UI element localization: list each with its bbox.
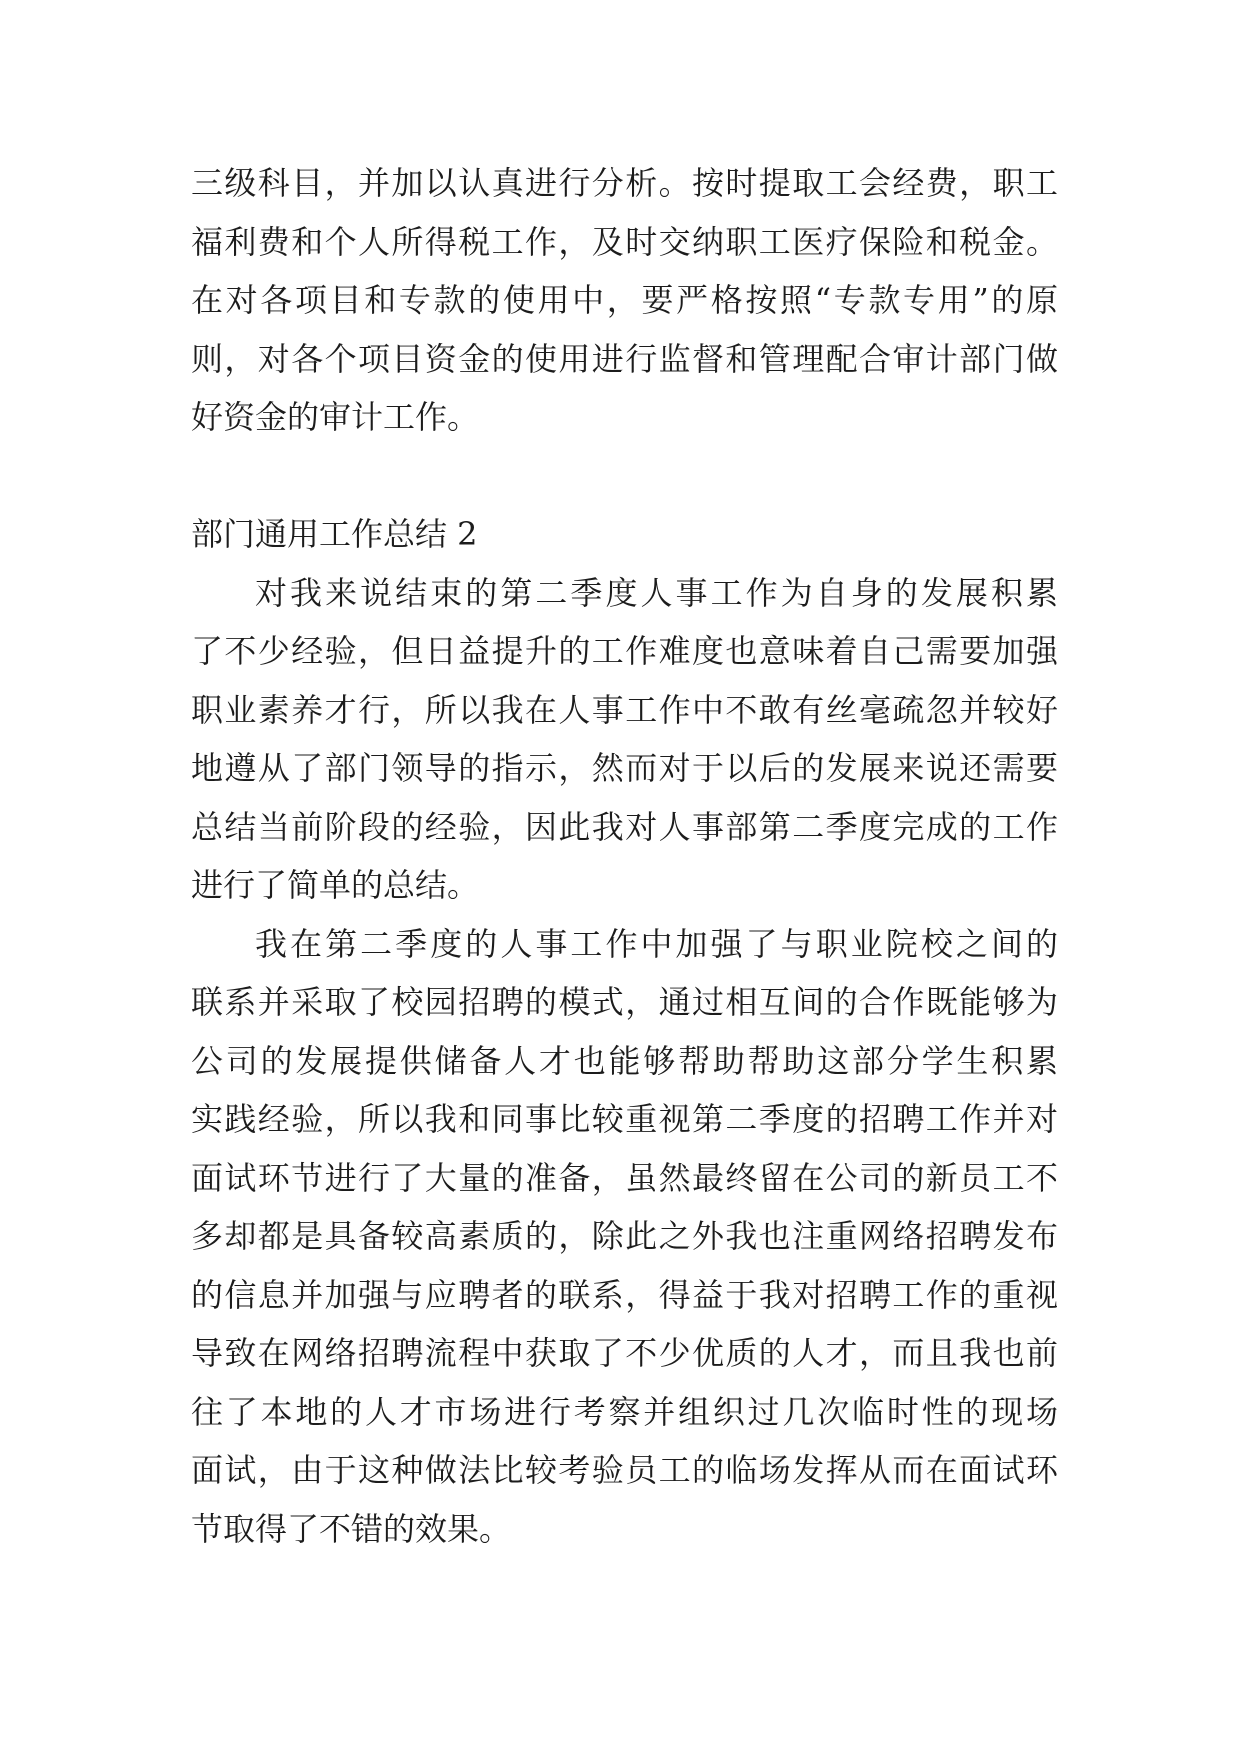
- text-line: 职业素养才行，所以我在人事工作中不敢有丝毫疏忽并较好: [191, 690, 1058, 729]
- body-paragraph-3: [191, 915, 1058, 1559]
- text-line: 在对各项目和专款的使用中，要严格按照“专款专用”的原: [191, 281, 1058, 319]
- body-paragraph-1: [191, 154, 1058, 447]
- text-line: 三级科目，并加以认真进行分析。按时提取工会经费，职工: [191, 164, 1058, 202]
- text-line: 地遵从了部门领导的指示，然而对于以后的发展来说还需要: [191, 749, 1058, 787]
- text-line: 往了本地的人才市场进行考察并组织过几次临时性的现场: [191, 1392, 1058, 1431]
- text-line: 的信息并加强与应聘者的联系，得益于我对招聘工作的重视: [191, 1275, 1058, 1314]
- text-line: 福利费和个人所得税工作，及时交纳职工医疗保险和税金。: [191, 222, 1058, 261]
- body-paragraph-2: [191, 564, 1058, 915]
- text-line: 好资金的审计工作。: [191, 398, 480, 436]
- text-line: 节取得了不错的效果。: [191, 1509, 512, 1548]
- text-line: 面试，由于这种做法比较考验员工的临场发挥从而在面试环: [191, 1451, 1058, 1489]
- text-line: 多却都是具备较高素质的，除此之外我也注重网络招聘发布: [191, 1217, 1058, 1255]
- text-line: 联系并采取了校园招聘的模式，通过相互间的合作既能够为: [191, 983, 1058, 1021]
- text-line: 对我来说结束的第二季度人事工作为自身的发展积累: [255, 573, 1058, 612]
- text-line: 进行了简单的总结。: [191, 866, 480, 904]
- text-line: 公司的发展提供储备人才也能够帮助帮助这部分学生积累: [191, 1041, 1058, 1080]
- text-line: 实践经验，所以我和同事比较重视第二季度的招聘工作并对: [191, 1100, 1058, 1138]
- text-line: 了不少经验，但日益提升的工作难度也意味着自己需要加强: [191, 632, 1058, 670]
- text-line: 总结当前阶段的经验，因此我对人事部第二季度完成的工作: [191, 807, 1058, 846]
- blank-line: [191, 447, 1058, 506]
- section-heading: 部门通用工作总结 2: [191, 515, 478, 553]
- text-line: 面试环节进行了大量的准备，虽然最终留在公司的新员工不: [191, 1158, 1058, 1197]
- text-line: 则，对各个项目资金的使用进行监督和管理配合审计部门做: [191, 339, 1058, 378]
- text-line: 导致在网络招聘流程中获取了不少优质的人才，而且我也前: [191, 1334, 1058, 1372]
- text-line: 我在第二季度的人事工作中加强了与职业院校之间的: [255, 924, 1058, 963]
